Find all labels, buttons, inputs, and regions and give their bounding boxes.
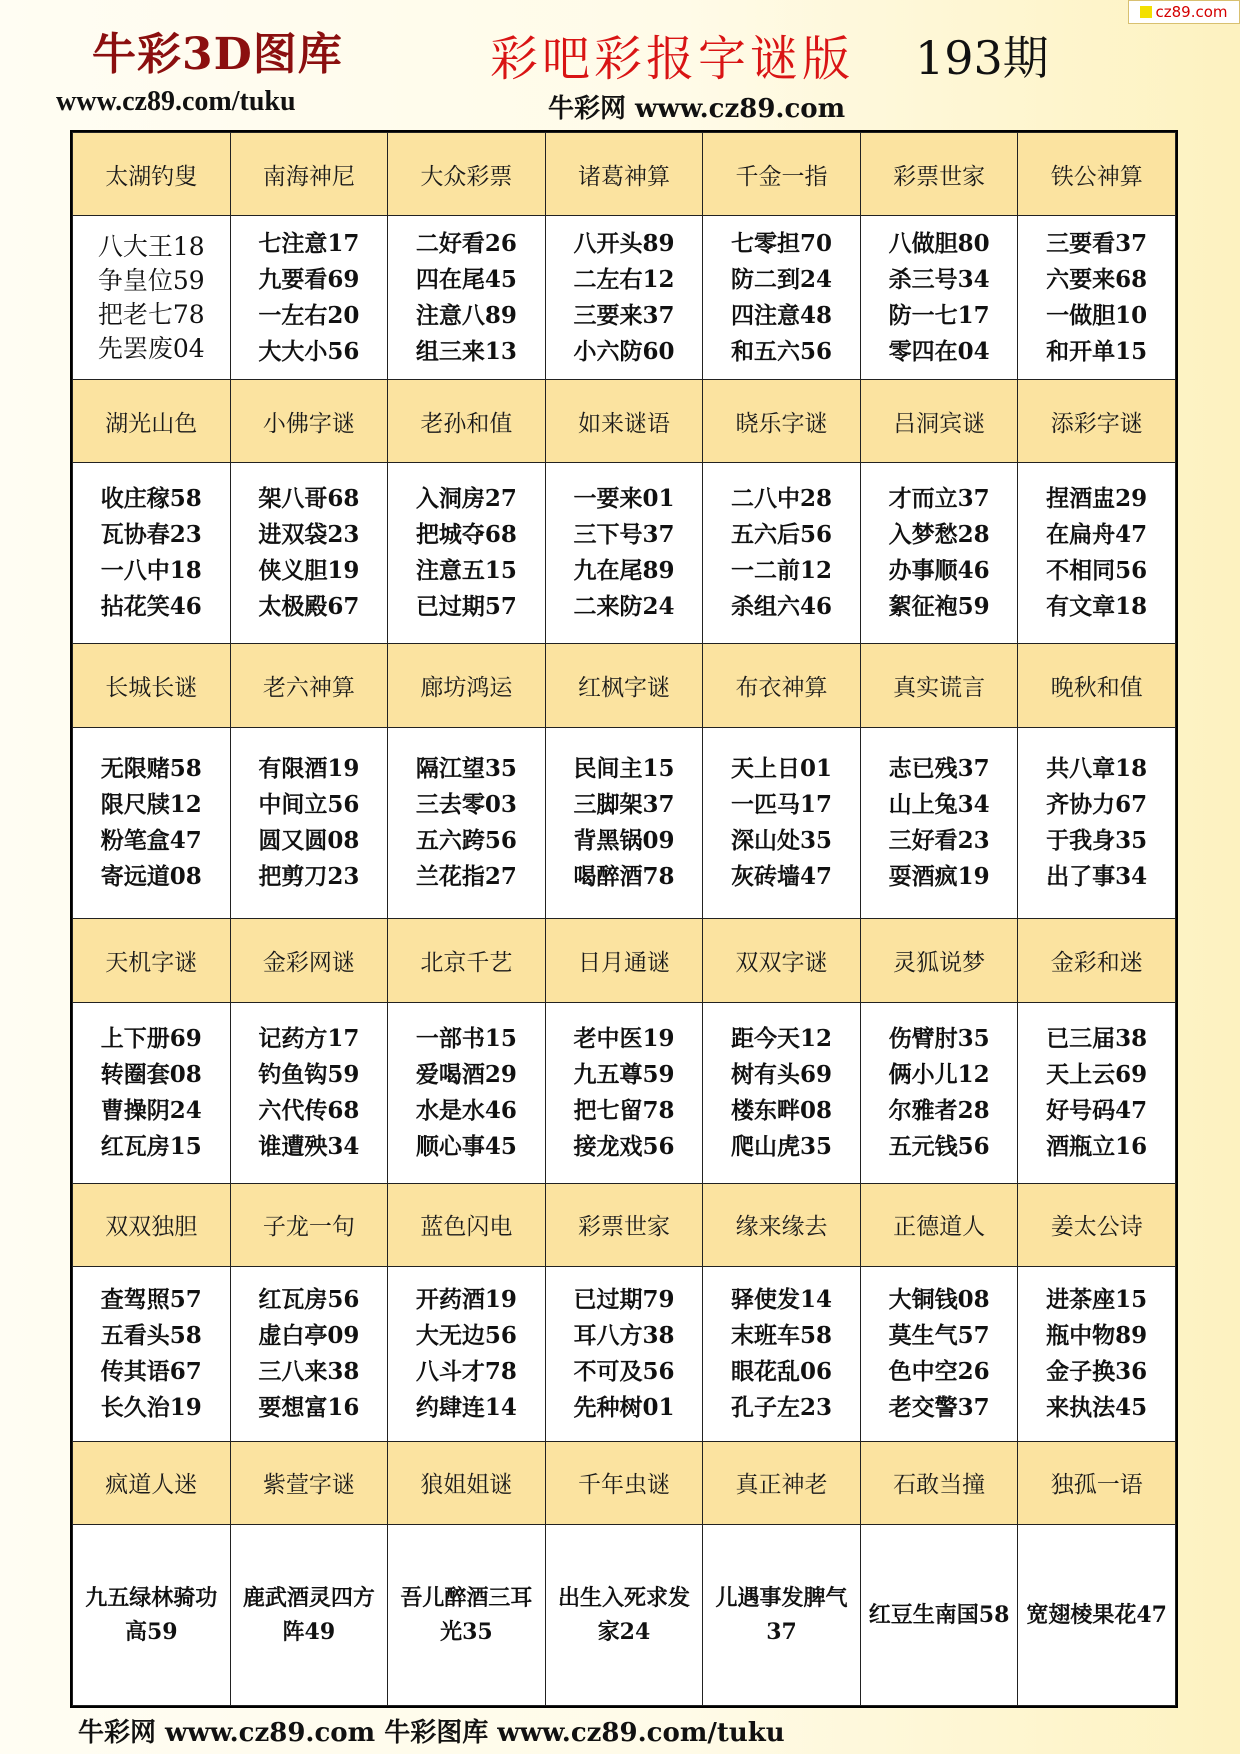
left-title: 牛彩3D图库: [92, 29, 343, 80]
puzzle-line: 二来防24: [573, 593, 675, 621]
puzzle-cell: [73, 1002, 231, 1183]
puzzle-line: 九五尊59: [573, 1060, 675, 1088]
puzzle-line: 七注意17: [258, 229, 360, 257]
puzzle-line: 捏酒盅29: [1046, 485, 1148, 513]
puzzle-line: 齐协力67: [1046, 791, 1148, 819]
puzzle-line: 才而立37: [888, 485, 990, 513]
puzzle-line: 来执法45: [1046, 1393, 1148, 1421]
puzzle-line: 五六跨56: [415, 827, 517, 855]
column-header: 真正神老: [703, 1441, 861, 1524]
site-badge[interactable]: [1128, 0, 1240, 24]
puzzle-line: 六代传68: [258, 1096, 360, 1124]
puzzle-line: 钓鱼钩59: [258, 1060, 360, 1088]
puzzle-line: 一要来01: [573, 485, 675, 513]
header-row: [73, 644, 1176, 727]
puzzle-cell: [860, 1267, 1018, 1441]
puzzle-cell: [545, 1002, 703, 1183]
column-header: 蓝色闪电: [388, 1183, 546, 1266]
puzzle-line: 杀组六46: [731, 593, 833, 621]
puzzle-line: 三脚架37: [573, 791, 675, 819]
puzzle-line: 在扁舟47: [1046, 521, 1148, 549]
puzzle-cell: [703, 216, 861, 380]
puzzle-line: 五元钱56: [888, 1132, 990, 1160]
puzzle-line: 三好看23: [888, 827, 990, 855]
puzzle-line: 眼花乱06: [731, 1357, 833, 1385]
column-header: 彩票世家: [860, 133, 1018, 216]
puzzle-line: 进茶座15: [1046, 1285, 1148, 1313]
puzzle-line: 酒瓶立16: [1046, 1132, 1148, 1160]
center-url[interactable]: 牛彩网 www.cz89.com: [548, 94, 846, 124]
puzzle-line: 九在尾89: [573, 557, 675, 585]
column-header: 长城长谜: [73, 644, 231, 727]
puzzle-cell: [1018, 1002, 1176, 1183]
puzzle-line: 好号码47: [1046, 1096, 1148, 1124]
column-header: 诸葛神算: [545, 133, 703, 216]
puzzle-line: 一部书15: [415, 1024, 517, 1052]
puzzle-line: 老中医19: [573, 1024, 675, 1052]
puzzle-line: 防一七17: [888, 301, 990, 329]
column-header: 千年虫谜: [545, 1441, 703, 1524]
puzzle-line: 把七留78: [573, 1096, 675, 1124]
puzzle-line: 三要看37: [1046, 229, 1148, 257]
puzzle-line: 出了事34: [1046, 863, 1148, 891]
puzzle-line: 上下册69: [100, 1024, 202, 1052]
puzzle-line: 二左右12: [573, 265, 675, 293]
puzzle-cell: [703, 1267, 861, 1441]
puzzle-line: 进双袋23: [258, 521, 360, 549]
puzzle-line: 大铜钱08: [888, 1285, 990, 1313]
puzzle-line: 瓶中物89: [1046, 1321, 1148, 1349]
puzzle-line: 曹操阴24: [100, 1096, 202, 1124]
puzzle-line: 阵49: [282, 1618, 336, 1645]
puzzle-cell: [703, 1002, 861, 1183]
puzzle-line: 三去零03: [415, 791, 517, 819]
puzzle-cell: [73, 727, 231, 919]
column-header: 老孙和值: [388, 379, 546, 462]
puzzle-line: 粉笔盒47: [100, 827, 202, 855]
header-row: [73, 919, 1176, 1002]
puzzle-line: 已三届38: [1046, 1024, 1148, 1052]
column-header: 老六神算: [230, 644, 388, 727]
header-row: [73, 133, 1176, 216]
puzzle-cell: [545, 727, 703, 919]
puzzle-line: 隔江望35: [415, 755, 517, 783]
column-header: 金彩和迷: [1018, 919, 1176, 1002]
puzzle-cell: [388, 1524, 546, 1705]
puzzle-line: 瓦协春23: [100, 521, 202, 549]
puzzle-cell: [860, 1002, 1018, 1183]
puzzle-line: 水是水46: [415, 1096, 517, 1124]
column-header: 彩票世家: [545, 1183, 703, 1266]
puzzle-line: 四在尾45: [415, 265, 517, 293]
column-header: 石敢当撞: [860, 1441, 1018, 1524]
puzzle-line: 记药方17: [258, 1024, 360, 1052]
puzzle-line: 零四在04: [888, 337, 990, 365]
puzzle-line: 入洞房27: [415, 485, 517, 513]
puzzle-line: 深山处35: [731, 827, 833, 855]
puzzle-line: 争皇位59: [97, 265, 205, 295]
puzzle-line: 八大王18: [97, 231, 205, 261]
column-header: 独孤一语: [1018, 1441, 1176, 1524]
puzzle-line: 长久治19: [100, 1393, 202, 1421]
puzzle-cell: [545, 1267, 703, 1441]
column-header: 金彩网谜: [230, 919, 388, 1002]
puzzle-line: 中间立56: [258, 791, 360, 819]
puzzle-line: 八做胆80: [888, 229, 990, 257]
puzzle-line: 防二到24: [731, 265, 833, 293]
puzzle-line: 虚白亭09: [258, 1321, 360, 1349]
puzzle-line: 寄远道08: [100, 863, 202, 891]
puzzle-line: 大大小56: [258, 337, 360, 365]
column-header: 大众彩票: [388, 133, 546, 216]
puzzle-line: 一做胆10: [1046, 301, 1148, 329]
puzzle-line: 转圈套08: [100, 1060, 202, 1088]
puzzle-line: 入梦愁28: [888, 521, 990, 549]
puzzle-cell: [388, 1002, 546, 1183]
puzzle-line: 八斗才78: [415, 1357, 517, 1385]
puzzle-cell: [703, 727, 861, 919]
column-header: 晓乐字谜: [703, 379, 861, 462]
content-row: [73, 216, 1176, 380]
puzzle-line: 办事顺46: [888, 557, 990, 585]
column-header: 正德道人: [860, 1183, 1018, 1266]
puzzle-line: 树有头69: [731, 1060, 833, 1088]
content-row: [73, 1524, 1176, 1705]
puzzle-cell: [230, 1002, 388, 1183]
puzzle-line: 已过期79: [573, 1285, 675, 1313]
puzzle-line: 红瓦房56: [258, 1285, 360, 1313]
column-header: 红枫字谜: [545, 644, 703, 727]
column-header: 灵狐说梦: [860, 919, 1018, 1002]
puzzle-line: 传其语67: [100, 1357, 202, 1385]
column-header: 晚秋和值: [1018, 644, 1176, 727]
puzzle-table: [72, 132, 1176, 1706]
puzzle-line: 注意八89: [415, 301, 517, 329]
puzzle-line: 杀三号34: [888, 265, 990, 293]
puzzle-line: 圆又圆08: [258, 827, 360, 855]
puzzle-cell: [703, 1524, 861, 1705]
site-badge-text: cz89.com: [1155, 3, 1228, 21]
puzzle-line: 六要来68: [1046, 265, 1148, 293]
puzzle-cell: [73, 463, 231, 644]
puzzle-line: 红豆生南国58: [868, 1601, 1010, 1628]
puzzle-line: 已过期57: [415, 593, 517, 621]
puzzle-line: 组三来13: [415, 337, 517, 365]
footer-links[interactable]: 牛彩网 www.cz89.com 牛彩图库 www.cz89.com/tuku: [78, 1718, 785, 1748]
puzzle-line: 一二前12: [731, 557, 833, 585]
column-header: 缘来缘去: [703, 1183, 861, 1266]
puzzle-line: 谁遭殃34: [258, 1132, 360, 1160]
puzzle-line: 先罢废04: [97, 333, 205, 363]
puzzle-line: 耍酒疯19: [888, 863, 990, 891]
puzzle-cell: [860, 216, 1018, 380]
puzzle-line: 和五六56: [731, 337, 833, 365]
column-header: 添彩字谜: [1018, 379, 1176, 462]
puzzle-line: 侠义胆19: [258, 557, 360, 585]
column-header: 紫萱字谜: [230, 1441, 388, 1524]
puzzle-cell: [703, 463, 861, 644]
puzzle-line: 有文章18: [1046, 593, 1148, 621]
puzzle-line: 和开单15: [1046, 337, 1148, 365]
puzzle-cell: [860, 463, 1018, 644]
puzzle-line: 吾儿醉酒三耳: [400, 1584, 533, 1611]
puzzle-line: 絮征袍59: [888, 593, 990, 621]
issue-number: 193期: [915, 31, 1049, 85]
content-row: [73, 1002, 1176, 1183]
puzzle-line: 喝醉酒78: [573, 863, 675, 891]
column-header: 疯道人迷: [73, 1441, 231, 1524]
puzzle-line: 共八章18: [1046, 755, 1148, 783]
column-header: 双双独胆: [73, 1183, 231, 1266]
content-row: [73, 727, 1176, 919]
puzzle-line: 拈花笑46: [100, 593, 202, 621]
puzzle-cell: [230, 727, 388, 919]
puzzle-line: 于我身35: [1046, 827, 1148, 855]
puzzle-cell: [545, 1524, 703, 1705]
column-header: 吕洞宾谜: [860, 379, 1018, 462]
puzzle-line: 驿使发14: [731, 1285, 833, 1313]
puzzle-line: 限尺牍12: [100, 791, 202, 819]
column-header: 天机字谜: [73, 919, 231, 1002]
puzzle-line: 爬山虎35: [731, 1132, 833, 1160]
puzzle-cell: [545, 216, 703, 380]
column-header: 铁公神算: [1018, 133, 1176, 216]
puzzle-line: 天上日01: [731, 755, 833, 783]
puzzle-line: 大无边56: [415, 1321, 517, 1349]
puzzle-cell: [1018, 216, 1176, 380]
puzzle-line: 志已残37: [888, 755, 990, 783]
puzzle-line: 家24: [597, 1618, 651, 1645]
puzzle-line: 莫生气57: [888, 1321, 990, 1349]
column-header: 真实谎言: [860, 644, 1018, 727]
puzzle-cell: [1018, 463, 1176, 644]
puzzle-cell: [230, 1524, 388, 1705]
puzzle-line: 把剪刀23: [258, 863, 360, 891]
puzzle-line: 灰砖墙47: [731, 863, 833, 891]
column-header: 太湖钓叟: [73, 133, 231, 216]
puzzle-line: 一八中18: [100, 557, 202, 585]
yellow-square-icon: [1140, 6, 1152, 18]
puzzle-line: 无限赌58: [100, 755, 202, 783]
header-row: [73, 1441, 1176, 1524]
puzzle-line: 要想富16: [258, 1393, 360, 1421]
column-header: 双双字谜: [703, 919, 861, 1002]
column-header: 南海神尼: [230, 133, 388, 216]
puzzle-cell: [230, 463, 388, 644]
puzzle-line: 约肆连14: [415, 1393, 517, 1421]
puzzle-cell: [545, 463, 703, 644]
puzzle-line: 耳八方38: [573, 1321, 675, 1349]
page-title: 彩吧彩报字谜版: [490, 31, 855, 87]
puzzle-line: 五看头58: [100, 1321, 202, 1349]
puzzle-sheet: [70, 130, 1178, 1708]
puzzle-line: 光35: [440, 1618, 493, 1645]
puzzle-line: 二好看26: [415, 229, 517, 257]
puzzle-line: 不相同56: [1046, 557, 1148, 585]
column-header: 廊坊鸿运: [388, 644, 546, 727]
puzzle-cell: [860, 727, 1018, 919]
puzzle-line: 民间主15: [573, 755, 675, 783]
puzzle-line: 三要来37: [573, 301, 675, 329]
puzzle-cell: [1018, 727, 1176, 919]
puzzle-line: 四注意48: [731, 301, 833, 329]
column-header: 姜太公诗: [1018, 1183, 1176, 1266]
puzzle-line: 距今天12: [731, 1024, 833, 1052]
puzzle-line: 金子换36: [1046, 1357, 1148, 1385]
puzzle-cell: [73, 1267, 231, 1441]
puzzle-line: 天上云69: [1046, 1060, 1148, 1088]
puzzle-cell: [230, 1267, 388, 1441]
puzzle-line: 收庄稼58: [100, 485, 202, 513]
puzzle-line: 出生入死求发: [557, 1584, 690, 1611]
puzzle-line: 七零担70: [731, 229, 833, 257]
puzzle-cell: [860, 1524, 1018, 1705]
puzzle-line: 色中空26: [888, 1357, 990, 1385]
puzzle-line: 伤臂肘35: [888, 1024, 990, 1052]
puzzle-line: 三下号37: [573, 521, 675, 549]
column-header: 北京千艺: [388, 919, 546, 1002]
puzzle-cell: [388, 463, 546, 644]
puzzle-line: 把城夺68: [415, 521, 517, 549]
puzzle-line: 太极殿67: [258, 593, 360, 621]
puzzle-line: 把老七78: [97, 299, 205, 329]
puzzle-line: 孔子左23: [731, 1393, 833, 1421]
puzzle-line: 山上兔34: [888, 791, 990, 819]
puzzle-line: 尔雅者28: [888, 1096, 990, 1124]
puzzle-line: 三八来38: [258, 1357, 360, 1385]
puzzle-line: 37: [766, 1618, 797, 1645]
puzzle-cell: [1018, 1524, 1176, 1705]
puzzle-line: 一匹马17: [731, 791, 833, 819]
content-row: [73, 1267, 1176, 1441]
puzzle-cell: [388, 727, 546, 919]
puzzle-cell: [388, 1267, 546, 1441]
puzzle-cell: [73, 216, 231, 380]
puzzle-line: 九五绿林骑功: [85, 1584, 218, 1611]
content-row: [73, 463, 1176, 644]
puzzle-line: 九要看69: [258, 265, 360, 293]
puzzle-line: 爱喝酒29: [415, 1060, 517, 1088]
puzzle-line: 先种树01: [573, 1393, 675, 1421]
column-header: 布衣神算: [703, 644, 861, 727]
puzzle-line: 老交警37: [888, 1393, 990, 1421]
left-url[interactable]: www.cz89.com/tuku: [56, 86, 296, 117]
header-row: [73, 379, 1176, 462]
puzzle-cell: [1018, 1267, 1176, 1441]
column-header: 小佛字谜: [230, 379, 388, 462]
puzzle-line: 兰花指27: [415, 863, 517, 891]
puzzle-line: 楼东畔08: [731, 1096, 833, 1124]
puzzle-cell: [388, 216, 546, 380]
puzzle-line: 接龙戏56: [573, 1132, 675, 1160]
puzzle-cell: [73, 1524, 231, 1705]
column-header: 湖光山色: [73, 379, 231, 462]
column-header: 子龙一句: [230, 1183, 388, 1266]
puzzle-line: 八开头89: [573, 229, 675, 257]
puzzle-line: 开药酒19: [415, 1285, 517, 1313]
puzzle-line: 一左右20: [258, 301, 360, 329]
puzzle-line: 小六防60: [573, 337, 675, 365]
puzzle-line: 鹿武酒灵四方: [242, 1584, 375, 1611]
column-header: 千金一指: [703, 133, 861, 216]
puzzle-line: 不可及56: [573, 1357, 675, 1385]
puzzle-line: 末班车58: [731, 1321, 833, 1349]
puzzle-line: 宽翅棱果花47: [1026, 1601, 1167, 1628]
puzzle-line: 二八中28: [731, 485, 833, 513]
puzzle-line: 儿遇事发脾气: [715, 1584, 848, 1611]
puzzle-line: 有限酒19: [258, 755, 360, 783]
column-header: 日月通谜: [545, 919, 703, 1002]
puzzle-line: 架八哥68: [258, 485, 360, 513]
puzzle-line: 顺心事45: [415, 1132, 517, 1160]
puzzle-line: 背黑锅09: [573, 827, 675, 855]
puzzle-line: 红瓦房15: [100, 1132, 202, 1160]
header-row: [73, 1183, 1176, 1266]
column-header: 如来谜语: [545, 379, 703, 462]
puzzle-cell: [230, 216, 388, 380]
puzzle-line: 俩小儿12: [888, 1060, 990, 1088]
puzzle-line: 查驾照57: [100, 1285, 202, 1313]
puzzle-line: 五六后56: [731, 521, 833, 549]
puzzle-line: 高59: [124, 1618, 178, 1645]
column-header: 狼姐姐谜: [388, 1441, 546, 1524]
puzzle-line: 注意五15: [415, 557, 517, 585]
